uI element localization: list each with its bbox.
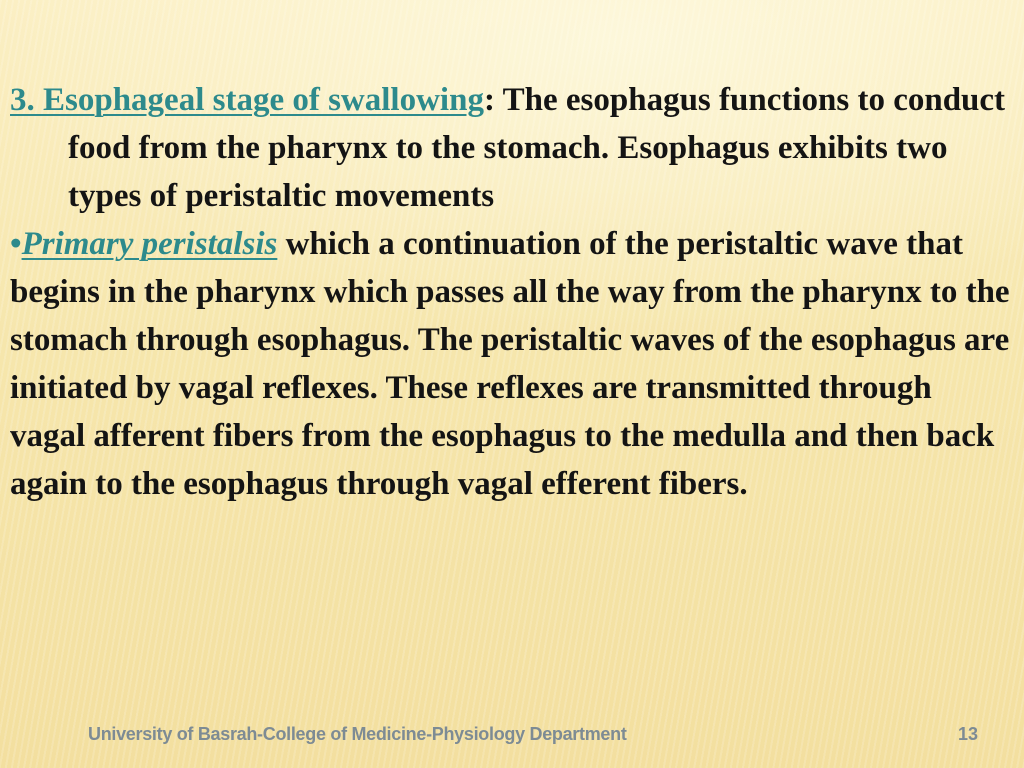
heading-link[interactable]: 3. Esophageal stage of swallowing — [10, 82, 484, 118]
slide-body — [10, 76, 1015, 508]
heading-paragraph — [10, 76, 1015, 220]
page-number: 13 — [958, 724, 979, 744]
term-link[interactable]: Primary peristalsis — [21, 226, 278, 262]
heading-text: The esophagus functions to conduct food from the pharynx to the stomach. Esophagus exhibits two types of peristaltic movements — [68, 82, 1006, 214]
bullet-marker: • — [10, 226, 22, 262]
bullet-paragraph — [10, 220, 1015, 508]
footer-text: University of Basrah-College of Medicine-Physiology Department — [88, 724, 627, 744]
bullet-text: which a continuation of the peristaltic wave that begins in the pharynx which passes all the way from the pharynx to the stomach through esophagus. The peristaltic waves of the esophagus are initiated by vagal reflexes. These reflexes are transmitted through vagal afferent fibers from the esophagus to the medulla and then back again to the esophagus through vagal efferent fibers. — [10, 226, 1010, 502]
heading-colon: : — [483, 82, 495, 118]
